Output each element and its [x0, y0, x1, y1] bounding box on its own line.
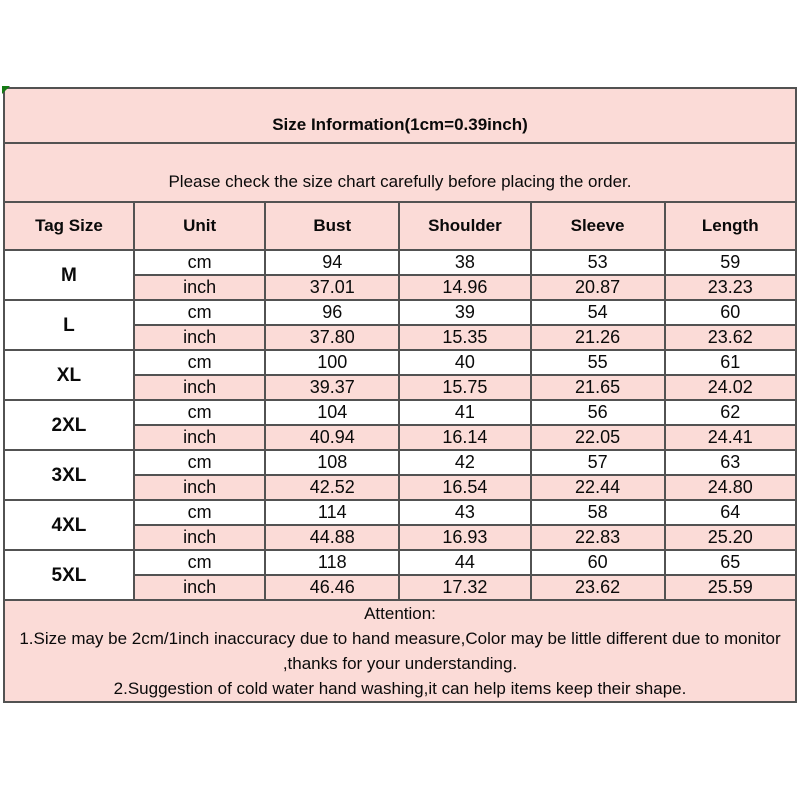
value-cell: 25.20 — [665, 525, 797, 550]
unit-cell: cm — [134, 450, 265, 475]
column-header-sleeve: Sleeve — [531, 202, 665, 250]
value-cell: 64 — [665, 500, 797, 525]
size-chart-sheet — [3, 87, 797, 703]
value-cell: 25.59 — [665, 575, 797, 600]
value-cell: 24.41 — [665, 425, 797, 450]
value-cell: 23.62 — [665, 325, 797, 350]
value-cell: 57 — [531, 450, 665, 475]
value-cell: 42 — [399, 450, 530, 475]
value-cell: 44.88 — [265, 525, 399, 550]
attention-heading: Attention: — [364, 604, 436, 623]
value-cell: 16.14 — [399, 425, 530, 450]
value-cell: 23.62 — [531, 575, 665, 600]
column-header-length: Length — [665, 202, 797, 250]
value-cell: 22.83 — [531, 525, 665, 550]
value-cell: 41 — [399, 400, 530, 425]
value-cell: 24.80 — [665, 475, 797, 500]
value-cell: 46.46 — [265, 575, 399, 600]
value-cell: 61 — [665, 350, 797, 375]
tag-size-cell: L — [4, 300, 134, 350]
unit-cell: inch — [134, 575, 265, 600]
value-cell: 65 — [665, 550, 797, 575]
unit-cell: cm — [134, 350, 265, 375]
tag-size-cell: M — [4, 250, 134, 300]
table-subtitle: Please check the size chart carefully before placing the order. — [4, 143, 796, 202]
tag-size-cell: 5XL — [4, 550, 134, 600]
size-table — [3, 87, 797, 703]
value-cell: 21.26 — [531, 325, 665, 350]
attention-line-1: 1.Size may be 2cm/1inch inaccuracy due to hand measure,Color may be little different due to monitor ,thanks for your understanding. — [19, 629, 781, 673]
value-cell: 118 — [265, 550, 399, 575]
column-header-unit: Unit — [134, 202, 265, 250]
value-cell: 108 — [265, 450, 399, 475]
column-header-bust: Bust — [265, 202, 399, 250]
attention-row — [4, 600, 796, 702]
table-row — [4, 550, 796, 575]
value-cell: 22.44 — [531, 475, 665, 500]
value-cell: 40 — [399, 350, 530, 375]
value-cell: 62 — [665, 400, 797, 425]
tag-size-cell: 4XL — [4, 500, 134, 550]
value-cell: 38 — [399, 250, 530, 275]
value-cell: 40.94 — [265, 425, 399, 450]
value-cell: 59 — [665, 250, 797, 275]
value-cell: 94 — [265, 250, 399, 275]
value-cell: 114 — [265, 500, 399, 525]
value-cell: 39 — [399, 300, 530, 325]
value-cell: 54 — [531, 300, 665, 325]
value-cell: 37.01 — [265, 275, 399, 300]
value-cell: 58 — [531, 500, 665, 525]
table-row — [4, 350, 796, 375]
unit-cell: cm — [134, 400, 265, 425]
value-cell: 16.54 — [399, 475, 530, 500]
value-cell: 23.23 — [665, 275, 797, 300]
value-cell: 43 — [399, 500, 530, 525]
value-cell: 63 — [665, 450, 797, 475]
table-row — [4, 450, 796, 475]
unit-cell: inch — [134, 425, 265, 450]
value-cell: 96 — [265, 300, 399, 325]
unit-cell: inch — [134, 525, 265, 550]
value-cell: 44 — [399, 550, 530, 575]
value-cell: 104 — [265, 400, 399, 425]
value-cell: 55 — [531, 350, 665, 375]
subtitle-row — [4, 143, 796, 202]
attention-note — [4, 600, 796, 702]
unit-cell: cm — [134, 550, 265, 575]
unit-cell: inch — [134, 375, 265, 400]
unit-cell: cm — [134, 250, 265, 275]
value-cell: 22.05 — [531, 425, 665, 450]
unit-cell: cm — [134, 500, 265, 525]
table-row — [4, 300, 796, 325]
value-cell: 53 — [531, 250, 665, 275]
value-cell: 24.02 — [665, 375, 797, 400]
value-cell: 37.80 — [265, 325, 399, 350]
value-cell: 15.75 — [399, 375, 530, 400]
table-row — [4, 500, 796, 525]
value-cell: 100 — [265, 350, 399, 375]
column-header-tag-size: Tag Size — [4, 202, 134, 250]
value-cell: 60 — [531, 550, 665, 575]
value-cell: 16.93 — [399, 525, 530, 550]
header-row — [4, 202, 796, 250]
value-cell: 56 — [531, 400, 665, 425]
value-cell: 21.65 — [531, 375, 665, 400]
value-cell: 15.35 — [399, 325, 530, 350]
tag-size-cell: 2XL — [4, 400, 134, 450]
attention-line-2: 2.Suggestion of cold water hand washing,it can help items keep their shape. — [113, 679, 687, 698]
value-cell: 17.32 — [399, 575, 530, 600]
table-row — [4, 400, 796, 425]
tag-size-cell: XL — [4, 350, 134, 400]
value-cell: 39.37 — [265, 375, 399, 400]
column-header-shoulder: Shoulder — [399, 202, 530, 250]
unit-cell: inch — [134, 475, 265, 500]
value-cell: 14.96 — [399, 275, 530, 300]
unit-cell: inch — [134, 325, 265, 350]
green-corner-marker-icon — [2, 86, 10, 94]
value-cell: 42.52 — [265, 475, 399, 500]
title-row — [4, 88, 796, 143]
table-title: Size Information(1cm=0.39inch) — [4, 88, 796, 143]
unit-cell: inch — [134, 275, 265, 300]
table-row — [4, 250, 796, 275]
tag-size-cell: 3XL — [4, 450, 134, 500]
unit-cell: cm — [134, 300, 265, 325]
value-cell: 60 — [665, 300, 797, 325]
value-cell: 20.87 — [531, 275, 665, 300]
